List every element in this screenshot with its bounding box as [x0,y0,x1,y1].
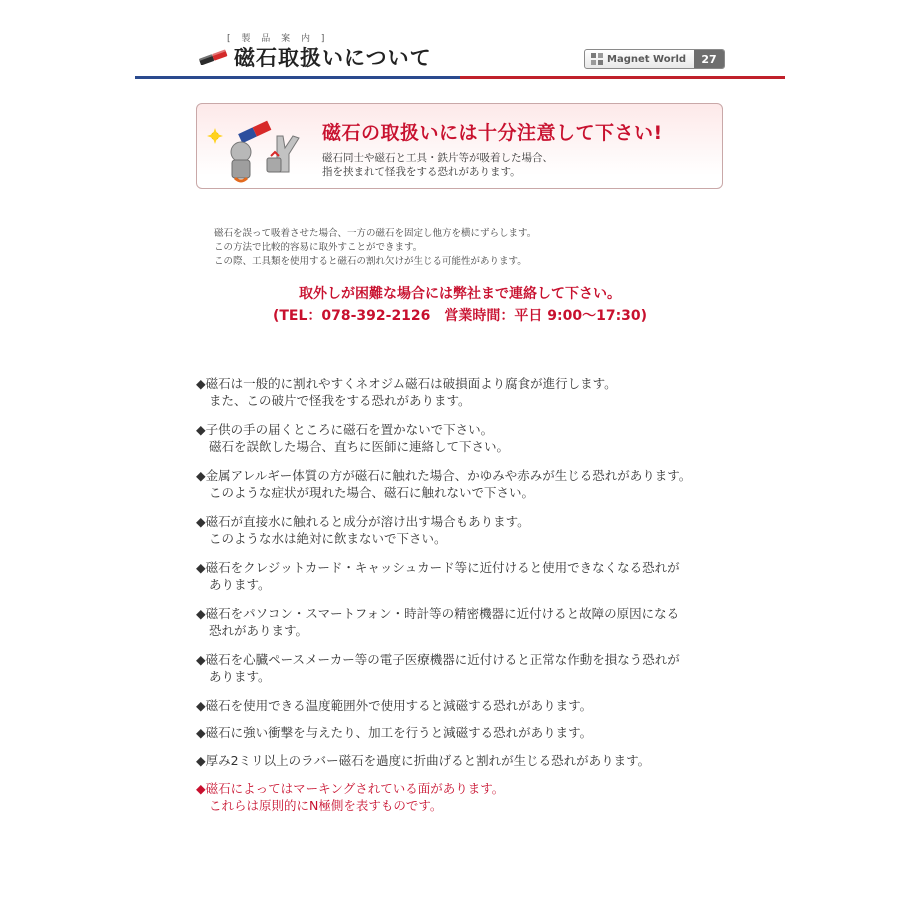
note-line: ◆磁石に強い衝撃を与えたり、加工を行うと減磁する恐れがあります。 [196,725,593,740]
note-line: また、この破片で怪我をする恐れがあります。 [209,393,471,408]
page-number: 27 [694,50,724,68]
note-line: このような症状が現れた場合、磁石に触れないで下さい。 [209,485,535,500]
note-line: あります。 [209,669,271,684]
caution-note [196,467,756,501]
caution-note [196,752,756,769]
caution-note [196,513,756,547]
magnet-pinch-illustration-icon [205,112,309,184]
note-line: ◆磁石によってはマーキングされている面があります。 [196,781,505,796]
intro-text-line: この際、工具類を使用すると磁石の割れ欠けが生じる可能性があります。 [214,256,527,267]
caution-note [196,651,756,685]
caution-note [196,697,756,714]
intro-text-line: この方法で比較的容易に取外すことができます。 [214,242,423,253]
intro-text-line: 磁石を誤って吸着させた場合、一方の磁石を固定し他方を横にずらします。 [214,228,537,239]
marking-note [196,780,756,814]
note-line: 磁石を誤飲した場合、直ちに医師に連絡して下さい。 [209,439,510,454]
warning-text-line: 磁石同士や磁石と工具・鉄片等が吸着した場合、 [322,152,553,164]
note-line: ◆磁石が直接水に触れると成分が溶け出す場合もあります。 [196,514,530,529]
note-line: ◆磁石は一般的に割れやすくネオジム磁石は破損面より腐食が進行します。 [196,376,617,391]
note-line: ◆磁石を使用できる温度範囲外で使用すると減磁する恐れがあります。 [196,698,593,713]
note-line: あります。 [209,577,271,592]
note-line: 恐れがあります。 [209,623,309,638]
magnet-icon [197,49,229,65]
brand-badge [584,49,725,69]
caution-note [196,605,756,639]
caution-note [196,421,756,455]
contact-phone-hours: (TEL：078-392-2126 営業時間：平日 9:00～17:30) [272,308,648,324]
note-line: ◆子供の手の届くところに磁石を置かないで下さい。 [196,422,494,437]
note-line: このような水は絶対に飲まないで下さい。 [209,531,447,546]
brand-logo-icon [591,53,603,65]
header-rule-red [460,76,785,79]
warning-text-line: 指を挟まれて怪我をする恐れがあります。 [322,166,521,178]
note-line: ◆厚み2ミリ以上のラバー磁石を過度に折曲げると割れが生じる恐れがあります。 [196,753,651,768]
note-line: ◆磁石を心臓ペースメーカー等の電子医療機器に近付けると正常な作動を損なう恐れが [196,652,680,667]
caution-note [196,559,756,593]
note-line: ◆磁石をパソコン・スマートフォン・時計等の精密機器に近付けると故障の原因になる [196,606,680,621]
caution-note [196,375,756,409]
brand-name: Magnet World [607,53,687,65]
note-line: ◆磁石をクレジットカード・キャッシュカード等に近付けると使用できなくなる恐れが [196,560,680,575]
page-title: 磁石取扱いについて [234,46,432,70]
warning-title: 磁石の取扱いには十分注意して下さい! [322,122,663,144]
header-rule-blue [135,76,460,79]
note-line: これらは原則的にN極側を表すものです。 [209,798,443,813]
note-line: ◆金属アレルギー体質の方が磁石に触れた場合、かゆみや赤みが生じる恐れがあります。 [196,468,692,483]
caution-note [196,724,756,741]
contact-notice: 取外しが困難な場合には弊社まで連絡して下さい。 [299,286,621,302]
category-label: [ 製 品 案 内 ] [227,34,329,44]
